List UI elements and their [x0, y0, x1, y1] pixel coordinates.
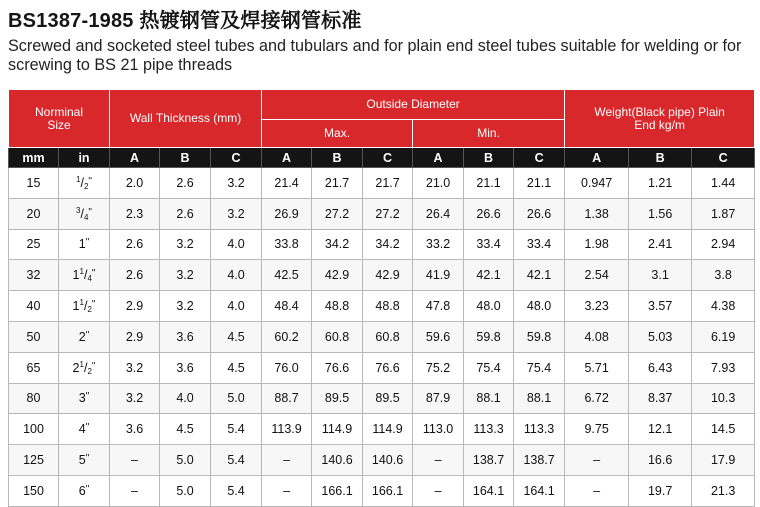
- cell-od-min-b: 59.8: [464, 321, 514, 352]
- cell-weight-c: 21.3: [692, 475, 755, 506]
- cell-wall-c: 4.0: [211, 229, 262, 260]
- cell-wall-a: 3.6: [110, 414, 160, 445]
- size-in-whole: 6: [78, 483, 86, 498]
- size-in-mark: ": [85, 422, 90, 434]
- header-wall-b: B: [160, 148, 211, 168]
- size-in-numerator: 1: [79, 359, 84, 369]
- cell-weight-b: 3.1: [629, 260, 692, 291]
- cell-wall-b: 4.0: [160, 383, 211, 414]
- cell-wall-b: 5.0: [160, 445, 211, 476]
- size-in-mark: ": [85, 483, 90, 495]
- cell-weight-a: 1.38: [565, 198, 629, 229]
- cell-weight-a: 4.08: [565, 321, 629, 352]
- cell-od-min-a: 113.0: [413, 414, 464, 445]
- cell-wall-c: 3.2: [211, 198, 262, 229]
- cell-wall-a: 2.9: [110, 291, 160, 322]
- size-in-mark: ": [91, 360, 96, 372]
- cell-od-max-b: 27.2: [312, 198, 363, 229]
- cell-weight-c: 3.8: [692, 260, 755, 291]
- cell-od-max-c: 76.6: [363, 352, 413, 383]
- cell-od-min-c: 59.8: [514, 321, 565, 352]
- cell-od-max-a: 113.9: [262, 414, 312, 445]
- cell-size-in: [59, 383, 110, 414]
- cell-od-max-b: 42.9: [312, 260, 363, 291]
- cell-od-min-b: 48.0: [464, 291, 514, 322]
- header-min-a: A: [413, 148, 464, 168]
- cell-od-min-b: 88.1: [464, 383, 514, 414]
- cell-wall-a: 2.0: [110, 168, 160, 199]
- size-in-whole: 4: [78, 422, 86, 437]
- cell-od-min-b: 113.3: [464, 414, 514, 445]
- size-in-numerator: 3: [76, 205, 81, 215]
- cell-od-min-c: 113.3: [514, 414, 565, 445]
- header-weight: Weight(Black pipe) Plain End kg/m: [565, 90, 755, 148]
- cell-wall-c: 4.5: [211, 321, 262, 352]
- cell-weight-a: 2.54: [565, 260, 629, 291]
- cell-size-in: $^1/_2^"$: [59, 168, 110, 199]
- header-max-a: A: [262, 148, 312, 168]
- page-subtitle: Screwed and socketed steel tubes and tubulars and for plain end steel tubes suitable for welding or for screwing to BS 21 pipe threads: [8, 37, 742, 74]
- cell-wall-c: 5.4: [211, 414, 262, 445]
- size-in-whole: 3: [78, 391, 86, 406]
- cell-size-mm: 40: [9, 291, 59, 322]
- cell-wall-a: –: [110, 475, 160, 506]
- cell-weight-a: 0.947: [565, 168, 629, 199]
- cell-size-mm: 150: [9, 475, 59, 506]
- cell-od-min-a: 87.9: [413, 383, 464, 414]
- cell-od-min-a: 75.2: [413, 352, 464, 383]
- cell-od-min-b: 26.6: [464, 198, 514, 229]
- size-in-mark: ": [88, 175, 92, 187]
- cell-wall-c: 4.0: [211, 291, 262, 322]
- cell-od-min-c: 42.1: [514, 260, 565, 291]
- table-row: [9, 445, 755, 476]
- size-in-denominator: 2: [87, 305, 92, 315]
- header-min-c: C: [514, 148, 565, 168]
- header-od-max: Max.: [262, 120, 413, 148]
- cell-weight-b: 8.37: [629, 383, 692, 414]
- cell-od-max-a: –: [262, 475, 312, 506]
- cell-od-max-c: 27.2: [363, 198, 413, 229]
- size-in-whole: 5: [78, 453, 86, 468]
- table-row: [9, 291, 755, 322]
- cell-wall-b: 3.2: [160, 229, 211, 260]
- size-in-mark: ": [88, 206, 92, 218]
- cell-od-min-c: 21.1: [514, 168, 565, 199]
- cell-wall-c: 4.5: [211, 352, 262, 383]
- cell-weight-c: 1.44: [692, 168, 755, 199]
- cell-od-min-a: 47.8: [413, 291, 464, 322]
- cell-od-min-b: 33.4: [464, 229, 514, 260]
- cell-wall-c: 5.4: [211, 475, 262, 506]
- cell-size-mm: 15: [9, 168, 59, 199]
- table-row: [9, 414, 755, 445]
- page-title: BS1387-1985 热镀钢管及焊接钢管标准: [8, 10, 362, 32]
- cell-od-max-c: 166.1: [363, 475, 413, 506]
- cell-od-max-a: 76.0: [262, 352, 312, 383]
- cell-weight-c: 2.94: [692, 229, 755, 260]
- cell-weight-b: 5.03: [629, 321, 692, 352]
- cell-od-min-a: 33.2: [413, 229, 464, 260]
- size-in-numerator: 1: [76, 174, 81, 184]
- cell-weight-a: –: [565, 445, 629, 476]
- header-weight-c: C: [692, 148, 755, 168]
- cell-od-max-b: 60.8: [312, 321, 363, 352]
- cell-weight-a: 6.72: [565, 383, 629, 414]
- cell-size-mm: 50: [9, 321, 59, 352]
- cell-wall-c: 4.0: [211, 260, 262, 291]
- cell-od-max-b: 166.1: [312, 475, 363, 506]
- cell-od-min-b: 138.7: [464, 445, 514, 476]
- cell-wall-a: 2.3: [110, 198, 160, 229]
- cell-od-min-a: –: [413, 475, 464, 506]
- header-wall-a: A: [110, 148, 160, 168]
- cell-od-min-c: 26.6: [514, 198, 565, 229]
- table-row: [9, 352, 755, 383]
- header-od-min: Min.: [413, 120, 565, 148]
- cell-size-in: $1^1/_4^"$: [59, 260, 110, 291]
- cell-weight-c: 17.9: [692, 445, 755, 476]
- cell-wall-b: 4.5: [160, 414, 211, 445]
- size-in-mark: ": [85, 453, 90, 465]
- cell-weight-b: 6.43: [629, 352, 692, 383]
- cell-od-max-b: 140.6: [312, 445, 363, 476]
- cell-od-max-a: 48.4: [262, 291, 312, 322]
- cell-wall-b: 2.6: [160, 168, 211, 199]
- cell-weight-a: –: [565, 475, 629, 506]
- table-row: [9, 321, 755, 352]
- cell-weight-c: 14.5: [692, 414, 755, 445]
- header-unit-in: in: [59, 148, 110, 168]
- size-in-whole: 1: [72, 268, 80, 283]
- size-in-denominator: 4: [83, 212, 89, 222]
- cell-od-min-b: 75.4: [464, 352, 514, 383]
- cell-od-max-b: 34.2: [312, 229, 363, 260]
- header-nominal-size: Norminal Size: [9, 90, 110, 148]
- size-in-whole: 1: [78, 237, 86, 252]
- cell-od-max-c: 42.9: [363, 260, 413, 291]
- header-wall-c: C: [211, 148, 262, 168]
- cell-weight-b: 3.57: [629, 291, 692, 322]
- cell-size-in: $^3/_4^"$: [59, 198, 110, 229]
- cell-weight-b: 12.1: [629, 414, 692, 445]
- cell-weight-c: 7.93: [692, 352, 755, 383]
- cell-weight-a: 1.98: [565, 229, 629, 260]
- cell-od-max-c: 48.8: [363, 291, 413, 322]
- cell-weight-b: 1.21: [629, 168, 692, 199]
- cell-od-min-c: 75.4: [514, 352, 565, 383]
- cell-od-max-a: 42.5: [262, 260, 312, 291]
- cell-od-max-a: 26.9: [262, 198, 312, 229]
- cell-size-in: [59, 321, 110, 352]
- cell-size-in: [59, 445, 110, 476]
- pipe-spec-table: [8, 89, 755, 507]
- header-weight-b: B: [629, 148, 692, 168]
- cell-weight-a: 3.23: [565, 291, 629, 322]
- cell-weight-b: 19.7: [629, 475, 692, 506]
- cell-wall-c: 5.4: [211, 445, 262, 476]
- header-wall-thickness: Wall Thickness (mm): [110, 90, 262, 148]
- cell-wall-c: 5.0: [211, 383, 262, 414]
- size-in-numerator: 1: [79, 298, 84, 308]
- table-row: [9, 198, 755, 229]
- cell-od-min-c: 48.0: [514, 291, 565, 322]
- cell-size-mm: 20: [9, 198, 59, 229]
- cell-od-max-c: 21.7: [363, 168, 413, 199]
- cell-od-min-a: 21.0: [413, 168, 464, 199]
- cell-size-mm: 100: [9, 414, 59, 445]
- cell-od-max-b: 76.6: [312, 352, 363, 383]
- cell-size-in: $1^1/_2^"$: [59, 291, 110, 322]
- cell-wall-a: 3.2: [110, 383, 160, 414]
- cell-size-mm: 65: [9, 352, 59, 383]
- cell-weight-b: 1.56: [629, 198, 692, 229]
- size-in-mark: ": [85, 391, 90, 403]
- cell-size-mm: 25: [9, 229, 59, 260]
- cell-od-max-c: 140.6: [363, 445, 413, 476]
- cell-wall-b: 5.0: [160, 475, 211, 506]
- cell-wall-c: 3.2: [211, 168, 262, 199]
- cell-weight-c: 10.3: [692, 383, 755, 414]
- size-in-whole: 2: [78, 329, 86, 344]
- header-max-b: B: [312, 148, 363, 168]
- header-min-b: B: [464, 148, 514, 168]
- cell-od-min-a: 41.9: [413, 260, 464, 291]
- header-max-c: C: [363, 148, 413, 168]
- size-in-mark: ": [85, 237, 90, 249]
- size-in-denominator: 4: [87, 274, 92, 284]
- cell-od-max-b: 21.7: [312, 168, 363, 199]
- cell-od-max-a: –: [262, 445, 312, 476]
- cell-size-mm: 32: [9, 260, 59, 291]
- cell-od-min-b: 42.1: [464, 260, 514, 291]
- cell-weight-a: 9.75: [565, 414, 629, 445]
- cell-od-max-c: 34.2: [363, 229, 413, 260]
- cell-od-max-c: 114.9: [363, 414, 413, 445]
- size-in-whole: 2: [72, 360, 80, 375]
- size-in-mark: ": [91, 299, 96, 311]
- cell-od-max-a: 88.7: [262, 383, 312, 414]
- cell-wall-a: 3.2: [110, 352, 160, 383]
- cell-od-min-b: 164.1: [464, 475, 514, 506]
- size-in-denominator: 2: [83, 181, 89, 191]
- header-weight-a: A: [565, 148, 629, 168]
- cell-wall-b: 2.6: [160, 198, 211, 229]
- table-row: [9, 475, 755, 506]
- cell-od-max-b: 89.5: [312, 383, 363, 414]
- cell-od-max-c: 60.8: [363, 321, 413, 352]
- table-row: [9, 383, 755, 414]
- table-row: [9, 168, 755, 199]
- cell-od-min-c: 164.1: [514, 475, 565, 506]
- cell-wall-b: 3.6: [160, 321, 211, 352]
- cell-wall-b: 3.2: [160, 260, 211, 291]
- cell-wall-a: 2.6: [110, 260, 160, 291]
- header-outside-diameter: Outside Diameter: [262, 90, 565, 120]
- table-row: [9, 260, 755, 291]
- cell-weight-b: 16.6: [629, 445, 692, 476]
- cell-wall-a: –: [110, 445, 160, 476]
- cell-od-min-c: 138.7: [514, 445, 565, 476]
- cell-od-max-b: 48.8: [312, 291, 363, 322]
- cell-size-in: [59, 229, 110, 260]
- cell-od-min-c: 33.4: [514, 229, 565, 260]
- cell-weight-c: 6.19: [692, 321, 755, 352]
- table-row: [9, 229, 755, 260]
- table-body: [9, 168, 755, 507]
- cell-od-max-a: 21.4: [262, 168, 312, 199]
- cell-od-min-a: 59.6: [413, 321, 464, 352]
- cell-weight-c: 1.87: [692, 198, 755, 229]
- cell-od-max-b: 114.9: [312, 414, 363, 445]
- cell-wall-b: 3.2: [160, 291, 211, 322]
- cell-od-max-a: 60.2: [262, 321, 312, 352]
- cell-od-max-c: 89.5: [363, 383, 413, 414]
- cell-weight-c: 4.38: [692, 291, 755, 322]
- cell-size-in: [59, 475, 110, 506]
- size-in-denominator: 2: [87, 366, 92, 376]
- cell-size-in: [59, 414, 110, 445]
- cell-size-mm: 80: [9, 383, 59, 414]
- cell-od-max-a: 33.8: [262, 229, 312, 260]
- cell-od-min-b: 21.1: [464, 168, 514, 199]
- cell-size-in: $2^1/_2^"$: [59, 352, 110, 383]
- cell-size-mm: 125: [9, 445, 59, 476]
- cell-od-min-a: 26.4: [413, 198, 464, 229]
- cell-wall-b: 3.6: [160, 352, 211, 383]
- cell-od-min-c: 88.1: [514, 383, 565, 414]
- cell-weight-a: 5.71: [565, 352, 629, 383]
- cell-weight-b: 2.41: [629, 229, 692, 260]
- size-in-mark: ": [85, 329, 90, 341]
- size-in-whole: 1: [72, 299, 80, 314]
- cell-wall-a: 2.9: [110, 321, 160, 352]
- cell-od-min-a: –: [413, 445, 464, 476]
- header-unit-mm: mm: [9, 148, 59, 168]
- size-in-mark: ": [91, 268, 96, 280]
- cell-wall-a: 2.6: [110, 229, 160, 260]
- size-in-numerator: 1: [79, 267, 84, 277]
